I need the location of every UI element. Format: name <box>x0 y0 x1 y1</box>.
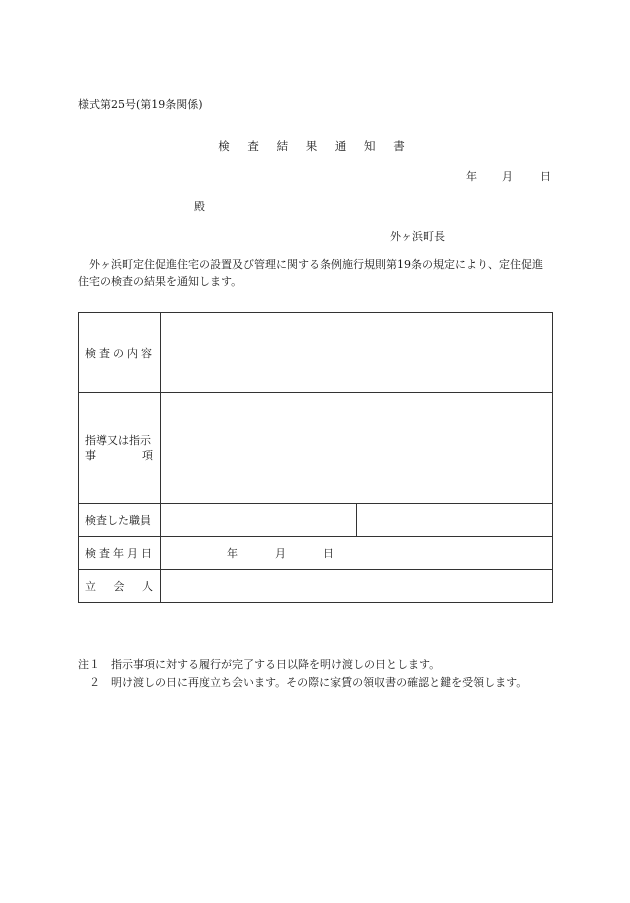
form-number: 様式第25号(第19条関係) <box>78 98 203 111</box>
witness-value <box>161 570 553 603</box>
date-day: 日 <box>540 170 551 183</box>
row-inspection-date <box>79 537 553 570</box>
guidance-label-line1: 指導又は指示 <box>85 434 151 447</box>
addressee: 殿 <box>194 200 205 213</box>
inspector-value-1 <box>161 504 357 537</box>
content-value <box>161 313 553 393</box>
witness-label-a: 立 <box>85 580 96 593</box>
inspection-table <box>78 312 553 603</box>
body-text: 外ヶ浜町定住促進住宅の設置及び管理に関する条例施行規則第19条の規定により、定住促進住宅の検査の結果を通知します。 <box>78 258 543 288</box>
inspection-date-value <box>161 537 553 570</box>
inspection-date-label: 検査年月日 <box>79 537 161 570</box>
inspection-date-day: 日 <box>323 547 334 560</box>
witness-label-c: 人 <box>142 580 153 593</box>
guidance-value <box>161 393 553 504</box>
note-2: ２ 明け渡しの日に再度立ち会います。その際に家賃の領収書の確認と鍵を受領します。 <box>78 676 528 689</box>
row-guidance <box>79 393 553 504</box>
issuer: 外ヶ浜町長 <box>390 230 445 243</box>
witness-label-b: 会 <box>113 580 125 593</box>
guidance-label-line2-a: 事 <box>85 449 96 462</box>
notes <box>78 656 527 692</box>
row-witness <box>79 570 553 603</box>
content-label: 検査の内容 <box>79 313 161 393</box>
guidance-label-line2-b: 項 <box>142 449 153 462</box>
inspection-date-year: 年 <box>227 547 238 560</box>
inspector-label: 検査した職員 <box>79 504 161 537</box>
note-1: 注１ 指示事項に対する履行が完了する日以降を明け渡しの日とします。 <box>78 658 441 671</box>
document-title: 検 査 結 果 通 知 書 <box>218 139 412 153</box>
inspection-date-month: 月 <box>275 547 286 560</box>
row-content <box>79 313 553 393</box>
witness-label <box>79 570 161 603</box>
inspector-value-2 <box>357 504 553 537</box>
row-inspector <box>79 504 553 537</box>
notice-date <box>466 168 551 184</box>
guidance-label-line2 <box>85 448 153 463</box>
date-month: 月 <box>502 170 513 183</box>
date-year: 年 <box>466 170 477 183</box>
guidance-label <box>79 393 161 504</box>
